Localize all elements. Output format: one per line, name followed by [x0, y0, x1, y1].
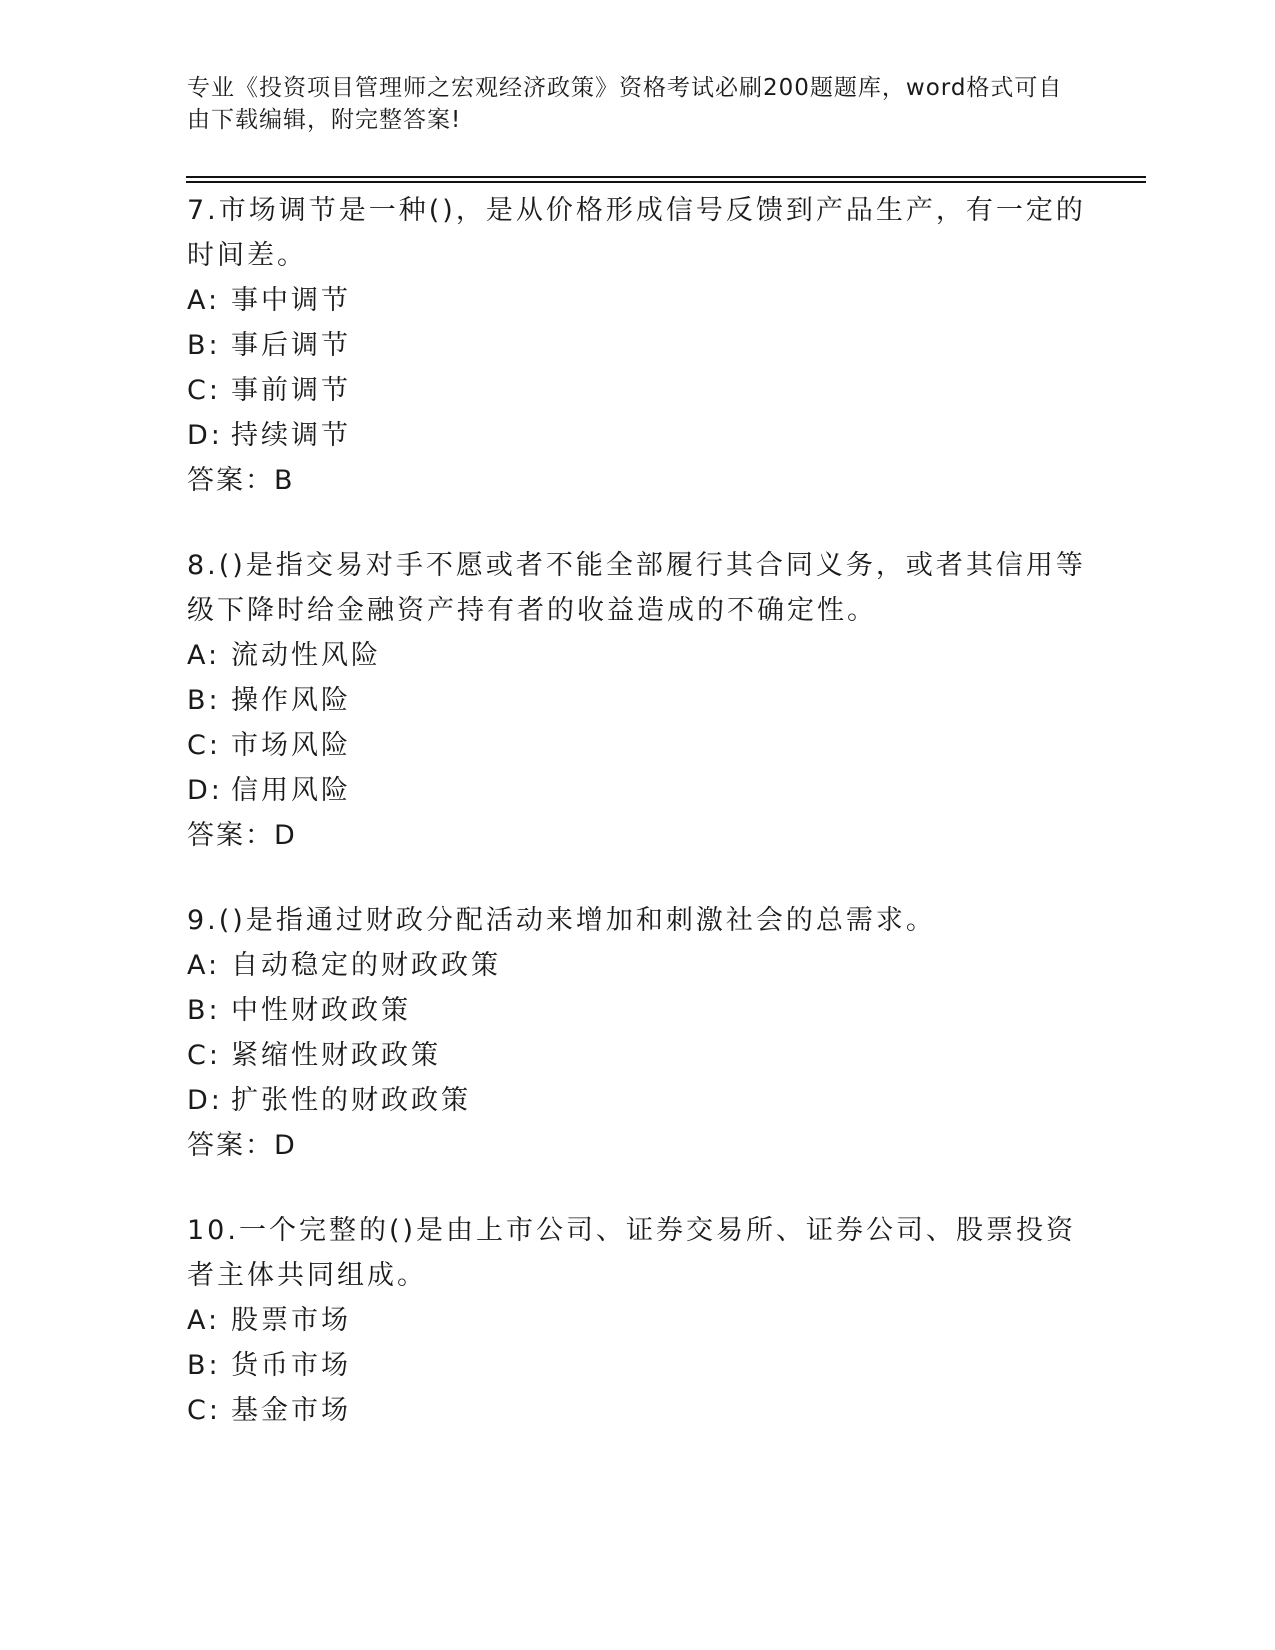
answer-line: 答案：D: [187, 820, 297, 851]
option-b: [187, 988, 1087, 1033]
option-letter: A:: [187, 640, 221, 671]
option-text: 流动性风险: [231, 640, 381, 671]
option-text: 紧缩性财政政策: [231, 1040, 441, 1071]
option-letter: C:: [187, 375, 221, 406]
option-b: [187, 1343, 1087, 1388]
option-c: [187, 723, 1087, 768]
option-c: [187, 1033, 1087, 1078]
option-text: 市场风险: [231, 730, 351, 761]
option-text: 货币市场: [231, 1350, 351, 1381]
option-letter: D:: [187, 775, 223, 806]
header-divider-bottom: [186, 181, 1146, 183]
option-text: 中性财政政策: [231, 995, 411, 1026]
question-10: [187, 1208, 1087, 1433]
question-text: 9.()是指通过财政分配活动来增加和刺激社会的总需求。: [187, 905, 936, 936]
option-text: 扩张性的财政政策: [231, 1085, 471, 1116]
option-a: [187, 633, 1087, 678]
option-d: [187, 413, 1087, 458]
option-letter: A:: [187, 285, 221, 316]
header-divider-top: [186, 176, 1146, 178]
document-header: 专业《投资项目管理师之宏观经济政策》资格考试必刷200题题库，word格式可自由下载编辑，附完整答案!: [187, 75, 1063, 133]
option-letter: B:: [187, 685, 221, 716]
option-text: 事前调节: [231, 375, 351, 406]
option-text: 持续调节: [231, 420, 351, 451]
option-letter: D:: [187, 1085, 223, 1116]
option-a: [187, 278, 1087, 323]
option-text: 事中调节: [231, 285, 351, 316]
option-text: 自动稳定的财政政策: [231, 950, 501, 981]
option-c: [187, 1388, 1087, 1433]
option-b: [187, 323, 1087, 368]
option-letter: B:: [187, 1350, 221, 1381]
option-letter: B:: [187, 995, 221, 1026]
option-letter: C:: [187, 1395, 221, 1426]
option-letter: C:: [187, 730, 221, 761]
question-8: [187, 543, 1087, 858]
option-text: 股票市场: [231, 1305, 351, 1336]
option-a: [187, 943, 1087, 988]
option-text: 基金市场: [231, 1395, 351, 1426]
option-letter: B:: [187, 330, 221, 361]
question-7: [187, 188, 1087, 503]
question-9: [187, 898, 1087, 1168]
option-letter: C:: [187, 1040, 221, 1071]
option-letter: A:: [187, 1305, 221, 1336]
question-list: [187, 188, 1087, 1473]
option-letter: D:: [187, 420, 223, 451]
answer-line: 答案：D: [187, 1130, 297, 1161]
option-b: [187, 678, 1087, 723]
option-d: [187, 1078, 1087, 1123]
option-text: 事后调节: [231, 330, 351, 361]
question-text: 7.市场调节是一种()，是从价格形成信号反馈到产品生产，有一定的时间差。: [187, 195, 1086, 271]
option-letter: A:: [187, 950, 221, 981]
answer-line: 答案：B: [187, 465, 295, 496]
question-text: 10.一个完整的()是由上市公司、证券交易所、证券公司、股票投资者主体共同组成。: [187, 1215, 1077, 1291]
question-text: 8.()是指交易对手不愿或者不能全部履行其合同义务，或者其信用等级下降时给金融资产持有者的收益造成的不确定性。: [187, 550, 1086, 626]
option-text: 信用风险: [231, 775, 351, 806]
option-text: 操作风险: [231, 685, 351, 716]
option-a: [187, 1298, 1087, 1343]
option-c: [187, 368, 1087, 413]
option-d: [187, 768, 1087, 813]
